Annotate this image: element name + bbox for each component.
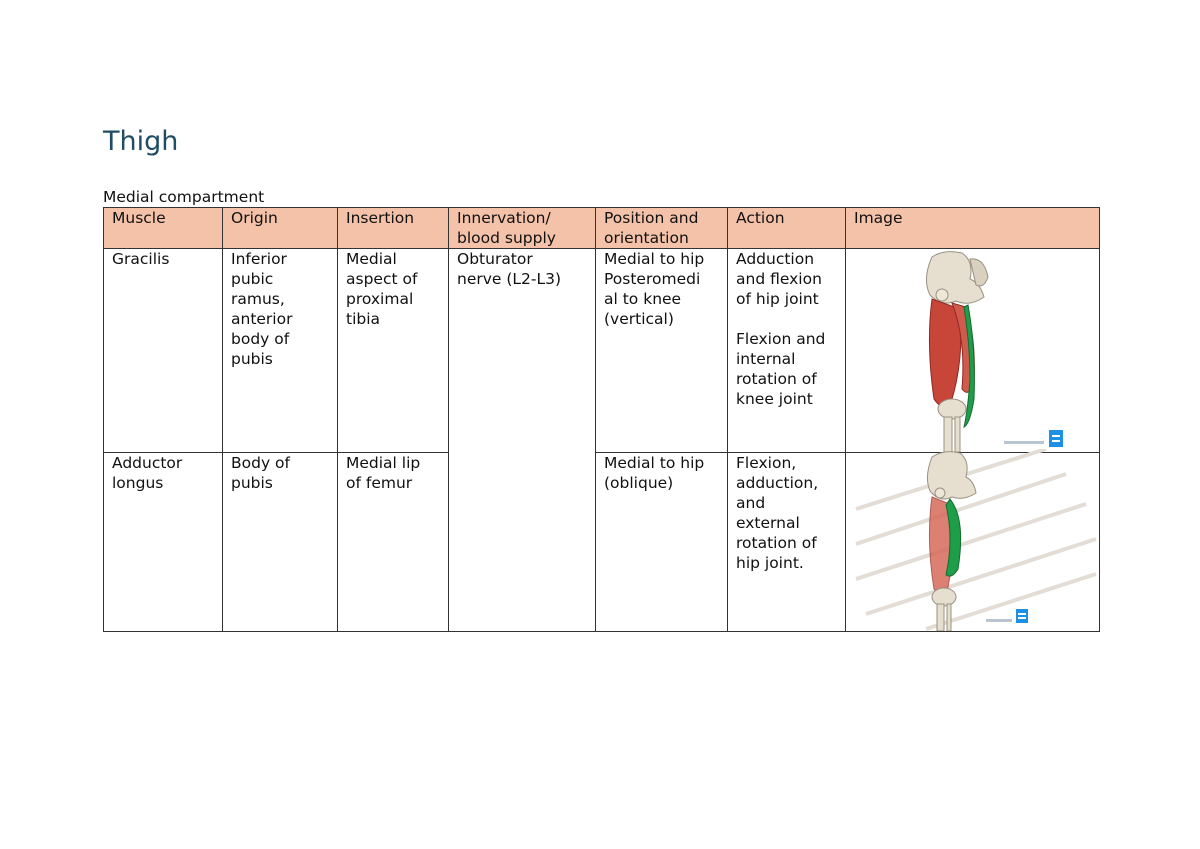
cell-action: Adduction and flexion of hip joint Flexion and internal rotation of knee joint [728,249,846,453]
header-action: Action [728,208,846,249]
table-header-row [104,208,1100,249]
muscle-table [103,207,1100,632]
adductor-longus-anatomy-image [846,449,1098,631]
cell-muscle: Adductor longus [104,453,223,632]
header-position: Position and orientation [596,208,728,249]
section-label: Medial compartment [103,188,265,206]
page-title: Thigh [103,126,179,157]
header-innervation: Innervation/ blood supply [449,208,596,249]
header-insertion: Insertion [338,208,449,249]
table-row [104,249,1100,453]
header-muscle: Muscle [104,208,223,249]
gracilis-anatomy-image [904,249,1064,452]
cell-origin: Body of pubis [223,453,338,632]
cell-position: Medial to hip Posteromedi al to knee (vertical) [596,249,728,453]
cell-image [846,453,1100,632]
cell-position: Medial to hip (oblique) [596,453,728,632]
cell-muscle: Gracilis [104,249,223,453]
cell-insertion: Medial lip of femur [338,453,449,632]
table-row [104,453,1100,632]
cell-origin: Inferior pubic ramus, anterior body of pubis [223,249,338,453]
cell-insertion: Medial aspect of proximal tibia [338,249,449,453]
header-origin: Origin [223,208,338,249]
cell-image [846,249,1100,453]
cell-innervation: Obturator nerve (L2-L3) [449,249,596,632]
cell-action: Flexion, adduction, and external rotation of hip joint. [728,453,846,632]
header-image: Image [846,208,1100,249]
